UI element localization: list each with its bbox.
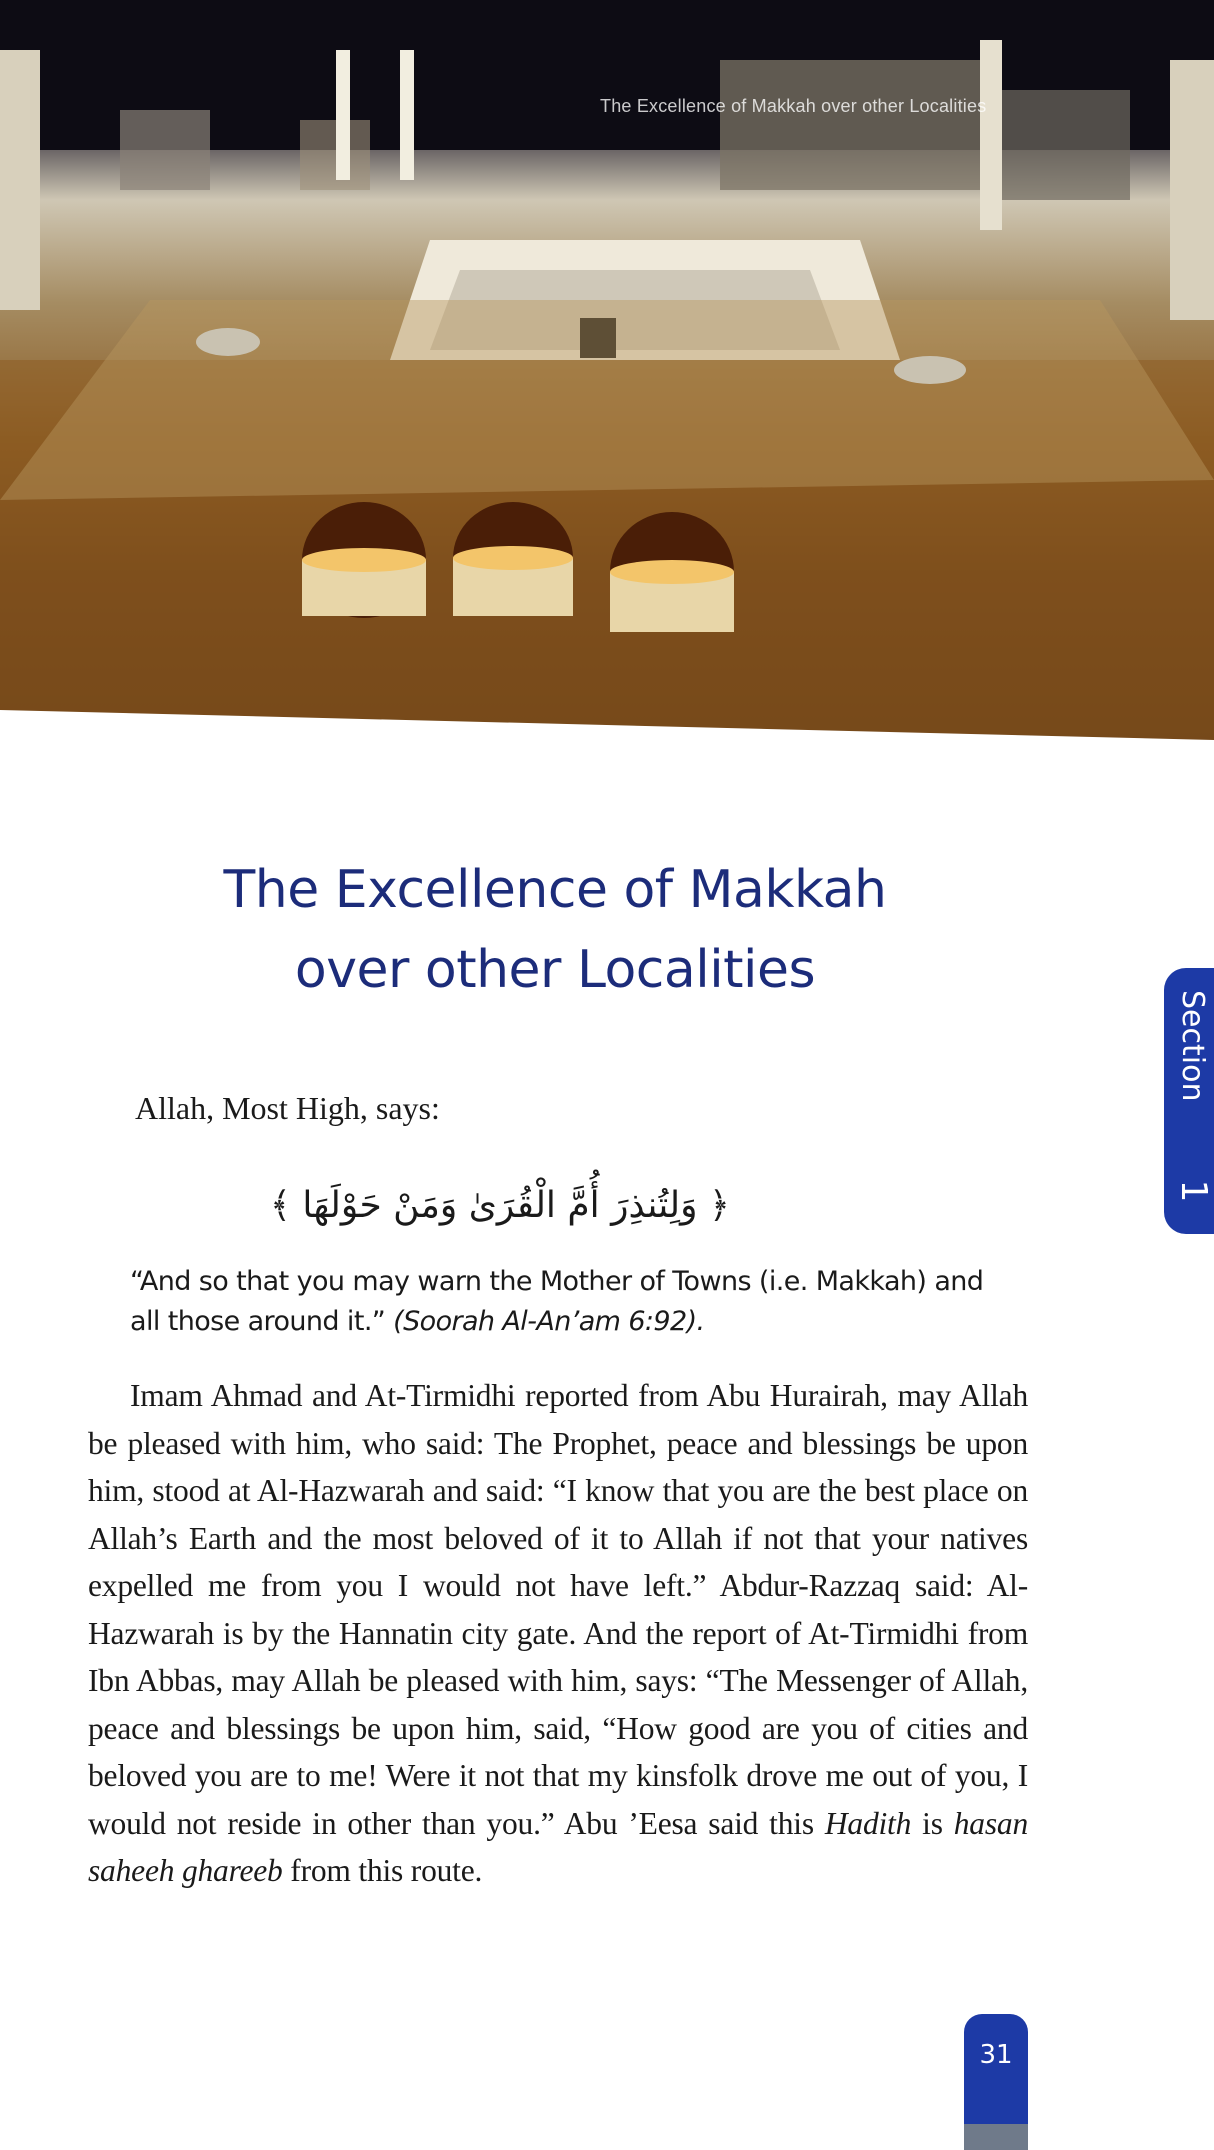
body-text-3: from this route. [290,1853,483,1888]
page-title [150,850,960,1010]
page-number: 31 [979,2040,1013,2070]
verse-translation [130,1262,1000,1342]
section-label: Section [1175,990,1210,1102]
body-paragraph [88,1372,1028,1895]
verse-reference: (Soorah Al-An’am 6:92). [393,1306,705,1337]
photo-caption: The Excellence of Makkah over other Localities [600,96,987,116]
body-text-1: Imam Ahmad and At-Tirmidhi reported from Abu Hurairah, may Allah be pleased with him, who said: The Prophet, peace and blessings be upon him, stood at Al-Hazwarah and said: “I know that you are the best place on Allah’s Earth and the most beloved of it to Allah if not that your natives expelled me from you I would not have left.” Abdur-Razzaq said: Al-Hazwarah is by the Hannatin city gate. And the report of At-Tirmidhi from Ibn Abbas, may Allah be pleased with him, says: “The Messenger of Allah, peace and blessings be upon him, said, “How good are you of cities and beloved you are to me! Were it not that my kinsfolk drove me out of you, I would not reside in other than you.” Abu ’Eesa said this [88,1378,1028,1841]
body-text-2: is [922,1805,943,1841]
title-line-2: over other Localities [294,940,816,1000]
verse-translation-text: “And so that you may warn the Mother of Towns (i.e. Makkah) and all those around it.” [130,1266,984,1337]
masjid-al-haram-photo [0,0,1214,740]
page-number-base [964,2124,1028,2150]
section-number: 1 [1173,1179,1214,1203]
title-line-1: The Excellence of Makkah [223,860,887,920]
intro-text: Allah, Most High, says: [135,1090,440,1126]
body-term-grading: hasan saheeh ghareeb [88,1805,1028,1888]
body-term-hadith: Hadith [824,1805,912,1841]
quran-verse-arabic: ﴿ وَلِتُنذِرَ أُمَّ الْقُرَىٰ وَمَنْ حَوْلَهَا ﴾ [269,1185,730,1226]
